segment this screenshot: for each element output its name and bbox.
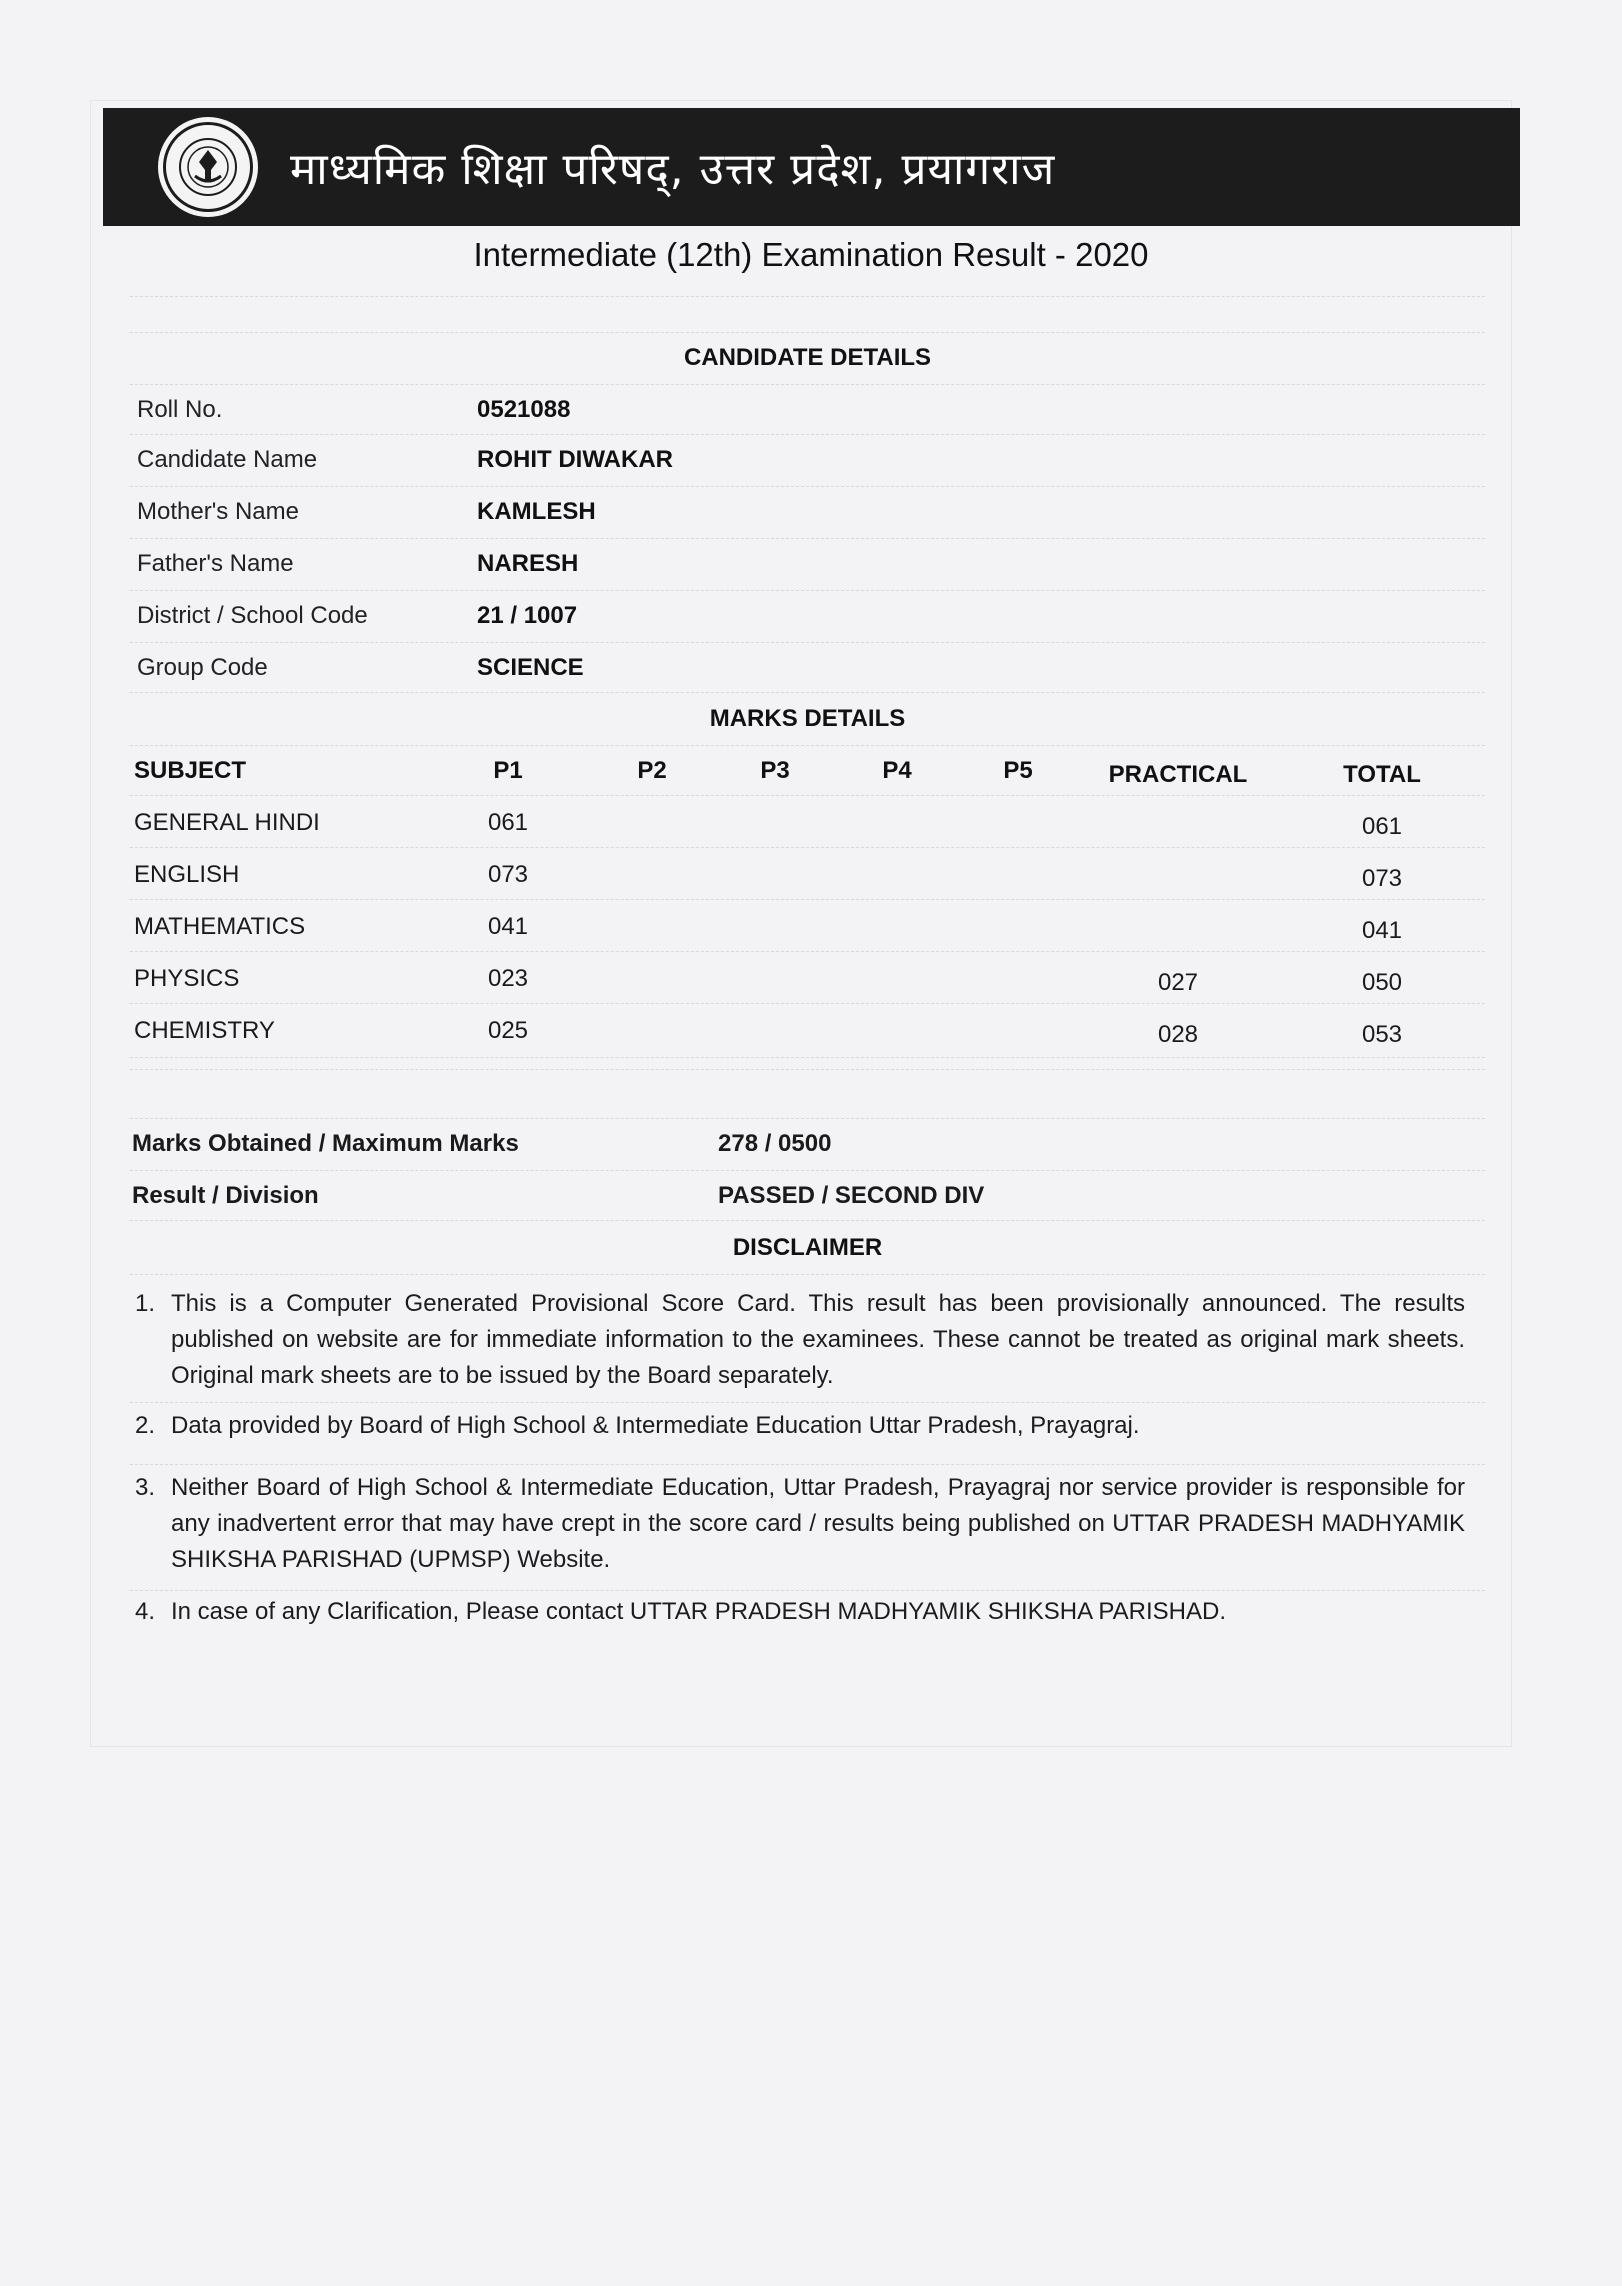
group-code-row xyxy=(130,642,1485,692)
item-number: 1. xyxy=(135,1290,156,1317)
item-text: In case of any Clarification, Please contact UTTAR PRADESH MADHYAMIK SHIKSHA PARISHAD. xyxy=(171,1598,1227,1625)
field-value: 21 / 1007 xyxy=(477,602,578,629)
subject-cell: MATHEMATICS xyxy=(134,913,306,940)
marks-obtained-label: Marks Obtained / Maximum Marks xyxy=(132,1130,519,1157)
field-label: Roll No. xyxy=(137,396,223,423)
column-header: P3 xyxy=(760,757,790,784)
mother-name-row xyxy=(130,486,1485,536)
divider xyxy=(130,1003,1485,1004)
list-item xyxy=(135,1408,1465,1444)
table-row xyxy=(130,849,1485,899)
divider xyxy=(130,1402,1485,1403)
item-number: 4. xyxy=(135,1598,156,1625)
total-cell: 061 xyxy=(1361,813,1403,840)
item-number: 3. xyxy=(135,1474,156,1501)
father-name-row xyxy=(130,538,1485,588)
total-cell: 073 xyxy=(1361,865,1403,892)
table-row xyxy=(130,901,1485,951)
list-item xyxy=(135,1594,1465,1630)
field-value: NARESH xyxy=(477,550,579,577)
divider xyxy=(130,951,1485,952)
list-item xyxy=(135,1470,1465,1578)
divider xyxy=(130,1057,1485,1058)
board-title: माध्यमिक शिक्षा परिषद्, उत्तर प्रदेश, प्रयागराज xyxy=(290,144,1056,195)
district-school-code-row xyxy=(130,590,1485,640)
field-value: ROHIT DIWAKAR xyxy=(477,446,673,473)
header-bar xyxy=(103,108,1520,226)
p1-cell: 073 xyxy=(487,861,529,888)
marks-obtained-row xyxy=(130,1118,1485,1168)
divider xyxy=(130,847,1485,848)
p1-cell: 061 xyxy=(487,809,529,836)
board-emblem-icon xyxy=(158,117,258,217)
divider xyxy=(130,1464,1485,1465)
column-header: SUBJECT xyxy=(134,757,247,784)
column-header: P4 xyxy=(882,757,912,784)
exam-title: Intermediate (12th) Examination Result - 2020 xyxy=(473,236,1149,273)
item-text: This is a Computer Generated Provisional Score Card. This result has been provisionally announced. The results published on website are for immediate information to the examinees. These cannot be treated as original mark sheets. Original mark sheets are to be issued by the Board separately. xyxy=(171,1290,1465,1389)
column-header: P2 xyxy=(637,757,667,784)
column-header: PRACTICAL xyxy=(1108,761,1248,788)
column-header: P5 xyxy=(1003,757,1033,784)
divider xyxy=(130,296,1485,297)
divider xyxy=(130,795,1485,796)
marks-obtained-value: 278 / 0500 xyxy=(718,1130,832,1157)
item-text: Data provided by Board of High School & Intermediate Education Uttar Pradesh, Prayagraj. xyxy=(171,1412,1140,1439)
column-header: P1 xyxy=(493,757,523,784)
practical-cell: 028 xyxy=(1157,1021,1199,1048)
subject-cell: ENGLISH xyxy=(134,861,240,888)
field-label: District / School Code xyxy=(137,602,368,629)
result-division-value: PASSED / SECOND DIV xyxy=(718,1182,985,1209)
divider xyxy=(130,899,1485,900)
divider xyxy=(130,1274,1485,1275)
marks-header-row xyxy=(130,745,1485,795)
item-number: 2. xyxy=(135,1412,156,1439)
list-item xyxy=(135,1286,1465,1394)
roll-no-row xyxy=(130,384,1485,434)
p1-cell: 041 xyxy=(487,913,529,940)
table-row xyxy=(130,1005,1485,1055)
divider xyxy=(130,1590,1485,1591)
divider xyxy=(130,332,1485,333)
p1-cell: 023 xyxy=(487,965,529,992)
candidate-details-heading: CANDIDATE DETAILS xyxy=(683,344,932,371)
field-label: Candidate Name xyxy=(137,446,318,473)
marks-details-heading: MARKS DETAILS xyxy=(709,705,906,732)
field-label: Group Code xyxy=(137,654,268,681)
item-text: Neither Board of High School & Intermediate Education, Uttar Pradesh, Prayagraj nor service provider is responsible for any inadvertent error that may have crept in the score card / results being published on UTTAR PRADESH MADHYAMIK SHIKSHA PARISHAD (UPMSP) Website. xyxy=(171,1474,1465,1573)
table-row xyxy=(130,797,1485,847)
divider xyxy=(130,1220,1485,1221)
field-value: KAMLESH xyxy=(477,498,596,525)
divider xyxy=(130,1069,1485,1070)
field-value: 0521088 xyxy=(477,396,571,423)
candidate-name-row xyxy=(130,434,1485,484)
total-cell: 041 xyxy=(1361,917,1403,944)
practical-cell: 027 xyxy=(1157,969,1199,996)
field-label: Mother's Name xyxy=(137,498,299,525)
divider xyxy=(130,692,1485,693)
total-cell: 053 xyxy=(1361,1021,1403,1048)
p1-cell: 025 xyxy=(487,1017,529,1044)
field-value: SCIENCE xyxy=(477,654,584,681)
field-label: Father's Name xyxy=(137,550,294,577)
disclaimer-heading: DISCLAIMER xyxy=(732,1234,883,1261)
result-division-row xyxy=(130,1170,1485,1220)
column-header: TOTAL xyxy=(1343,761,1421,788)
subject-cell: PHYSICS xyxy=(134,965,240,992)
result-division-label: Result / Division xyxy=(132,1182,319,1209)
total-cell: 050 xyxy=(1361,969,1403,996)
subject-cell: GENERAL HINDI xyxy=(134,809,320,836)
table-row xyxy=(130,953,1485,1003)
subject-cell: CHEMISTRY xyxy=(134,1017,275,1044)
